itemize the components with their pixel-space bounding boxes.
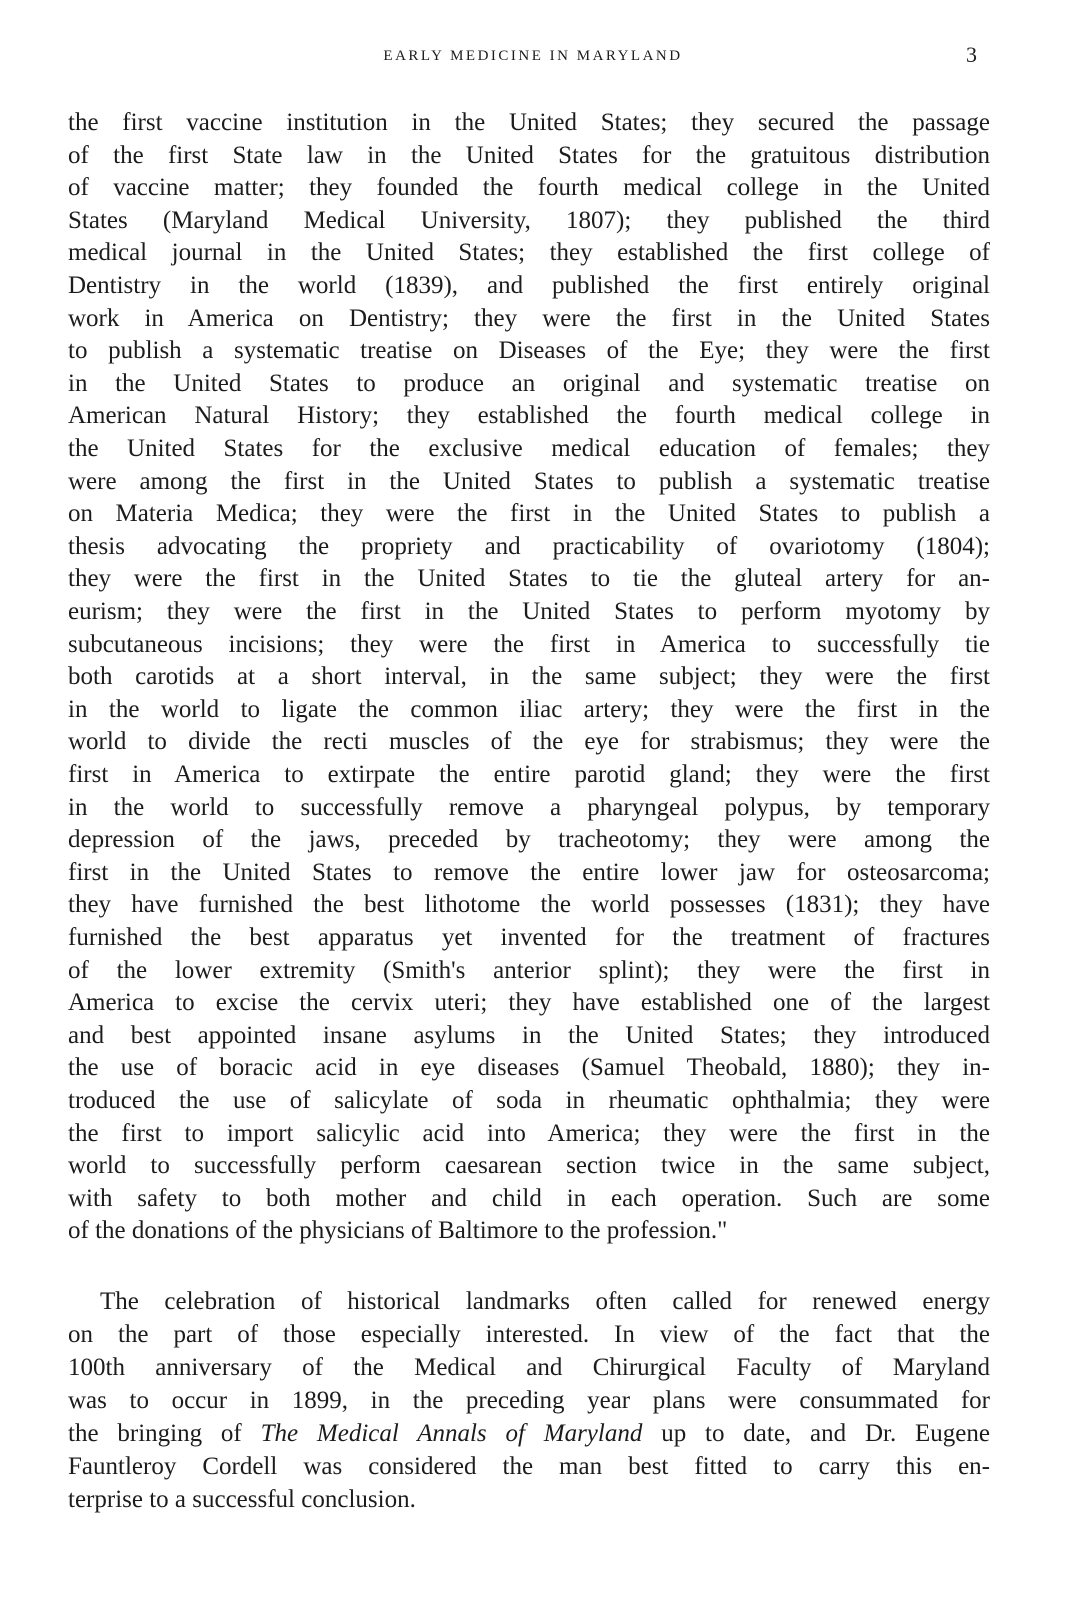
text-line: troduced the use of salicylate of soda in rheumatic ophthalmia; they were xyxy=(68,1087,990,1114)
text-line: in the United States to produce an original and systematic treatise on xyxy=(68,369,990,397)
text-line: the first to import salicylic acid into America; they were the first in the xyxy=(68,1119,990,1147)
text-line: and best appointed insane asylums in the United States; they introduced xyxy=(68,1021,990,1049)
running-head: EARLY MEDICINE IN MARYLAND xyxy=(383,48,683,64)
text-line: world to divide the recti muscles of the eye for strabismus; they were the xyxy=(68,728,990,756)
text-line: first in the United States to remove the entire lower jaw for osteosarcoma; xyxy=(68,858,990,886)
text-line: world to successfully perform caesarean section twice in the same subject, xyxy=(68,1152,990,1180)
text-line: 100th anniversary of the Medical and Chirurgical Faculty of Maryland xyxy=(68,1354,990,1381)
book-title: The Medical Annals of Maryland xyxy=(260,1420,643,1447)
text-line: of the first State law in the United States for the gratuitous distribution xyxy=(68,141,990,169)
text-line: America to excise the cervix uteri; they have established one of the largest xyxy=(68,989,990,1017)
text-line: the use of boracic acid in eye diseases (Samuel Theobald, 1880); they in- xyxy=(68,1054,990,1082)
text-line: on the part of those especially interested. In view of the fact that the xyxy=(68,1321,990,1348)
text-line: Dentistry in the world (1839), and published the first entirely original xyxy=(68,272,990,299)
text-line: Fauntleroy Cordell was considered the man best fitted to carry this en- xyxy=(68,1453,990,1480)
text-line: to publish a systematic treatise on Diseases of the Eye; they were the first xyxy=(68,337,990,365)
text-line: medical journal in the United States; they established the first college of xyxy=(68,239,990,267)
text-line: of the donations of the physicians of Baltimore to the profession." xyxy=(68,1217,728,1245)
page-number: 3 xyxy=(966,42,977,67)
text-line: first in America to extirpate the entire parotid gland; they were the first xyxy=(68,761,990,788)
text-line: work in America on Dentistry; they were the first in the United States xyxy=(68,304,990,332)
text-span: the bringing of xyxy=(68,1420,261,1447)
text-line: on Materia Medica; they were the first in the United States to publish a xyxy=(68,500,990,528)
text-line: States (Maryland Medical University, 1807); they published the third xyxy=(68,206,990,234)
text-line: The celebration of historical landmarks often called for renewed energy xyxy=(100,1288,990,1315)
text-line: furnished the best apparatus yet invented for the treatment of fractures xyxy=(68,924,990,951)
text-line: American Natural History; they established the fourth medical college in xyxy=(68,402,990,430)
text-line: with safety to both mother and child in each operation. Such are some xyxy=(68,1184,990,1212)
text-span: up to date, and Dr. Eugene xyxy=(642,1420,990,1447)
text-line: they were the first in the United States to tie the gluteal artery for an- xyxy=(68,565,990,593)
text-line: were among the first in the United States to publish a systematic treatise xyxy=(68,467,990,495)
text-line: subcutaneous incisions; they were the first in America to successfully tie xyxy=(68,630,990,658)
text-line: the United States for the exclusive medical education of females; they xyxy=(68,435,990,462)
text-line: in the world to successfully remove a pharyngeal polypus, by temporary xyxy=(68,793,990,821)
text-line: depression of the jaws, preceded by tracheotomy; they were among the xyxy=(68,826,990,854)
text-line: they have furnished the best lithotome the world possesses (1831); they have xyxy=(68,891,990,919)
text-line: thesis advocating the propriety and practicability of ovariotomy (1804); xyxy=(68,532,990,560)
text-line: of the lower extremity (Smith's anterior splint); they were the first in xyxy=(68,956,990,984)
text-line: eurism; they were the first in the United States to perform myotomy by xyxy=(68,598,990,625)
text-line: was to occur in 1899, in the preceding year plans were consummated for xyxy=(68,1387,990,1414)
text-line: the first vaccine institution in the United States; they secured the passage xyxy=(68,109,990,136)
text-line: both carotids at a short interval, in the same subject; they were the first xyxy=(68,663,990,691)
text-line xyxy=(68,1419,990,1449)
text-line: in the world to ligate the common iliac artery; they were the first in the xyxy=(68,695,990,723)
text-line: of vaccine matter; they founded the fourth medical college in the United xyxy=(68,174,990,202)
text-line: terprise to a successful conclusion. xyxy=(68,1486,416,1513)
